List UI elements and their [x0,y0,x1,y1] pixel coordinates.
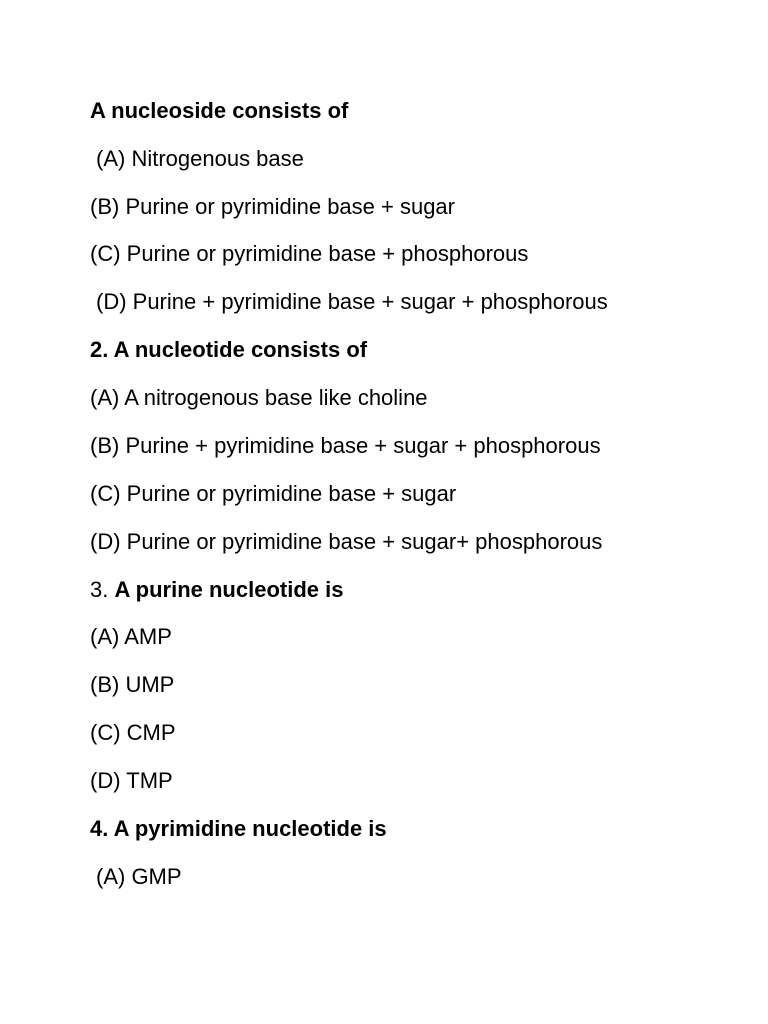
question-3-option-d: (D) TMP [90,768,173,793]
question-2-option-b: (B) Purine + pyrimidine base + sugar + phosphorous [90,433,601,458]
question-1-option-d: (D) Purine + pyrimidine base + sugar + phosphorous [96,289,608,314]
question-1-option-b: (B) Purine or pyrimidine base + sugar [90,194,455,219]
question-2-option-a: (A) A nitrogenous base like choline [90,385,428,410]
question-3-number: 3. [90,577,115,602]
question-1-stem: A nucleoside consists of [90,98,349,123]
question-2-stem: 2. A nucleotide consists of [90,337,368,362]
question-1-option-a: (A) Nitrogenous base [96,146,304,171]
question-1-option-c: (C) Purine or pyrimidine base + phosphorous [90,241,529,266]
question-4-stem: 4. A pyrimidine nucleotide is [90,816,387,841]
question-3-option-a: (A) AMP [90,624,172,649]
question-3-option-c: (C) CMP [90,720,176,745]
question-3-heading [90,577,343,603]
question-3-stem: A purine nucleotide is [114,577,344,602]
question-2-option-c: (C) Purine or pyrimidine base + sugar [90,481,457,506]
question-4-option-a: (A) GMP [96,864,182,889]
question-2-option-d: (D) Purine or pyrimidine base + sugar+ phosphorous [90,529,603,554]
question-3-option-b: (B) UMP [90,672,175,697]
